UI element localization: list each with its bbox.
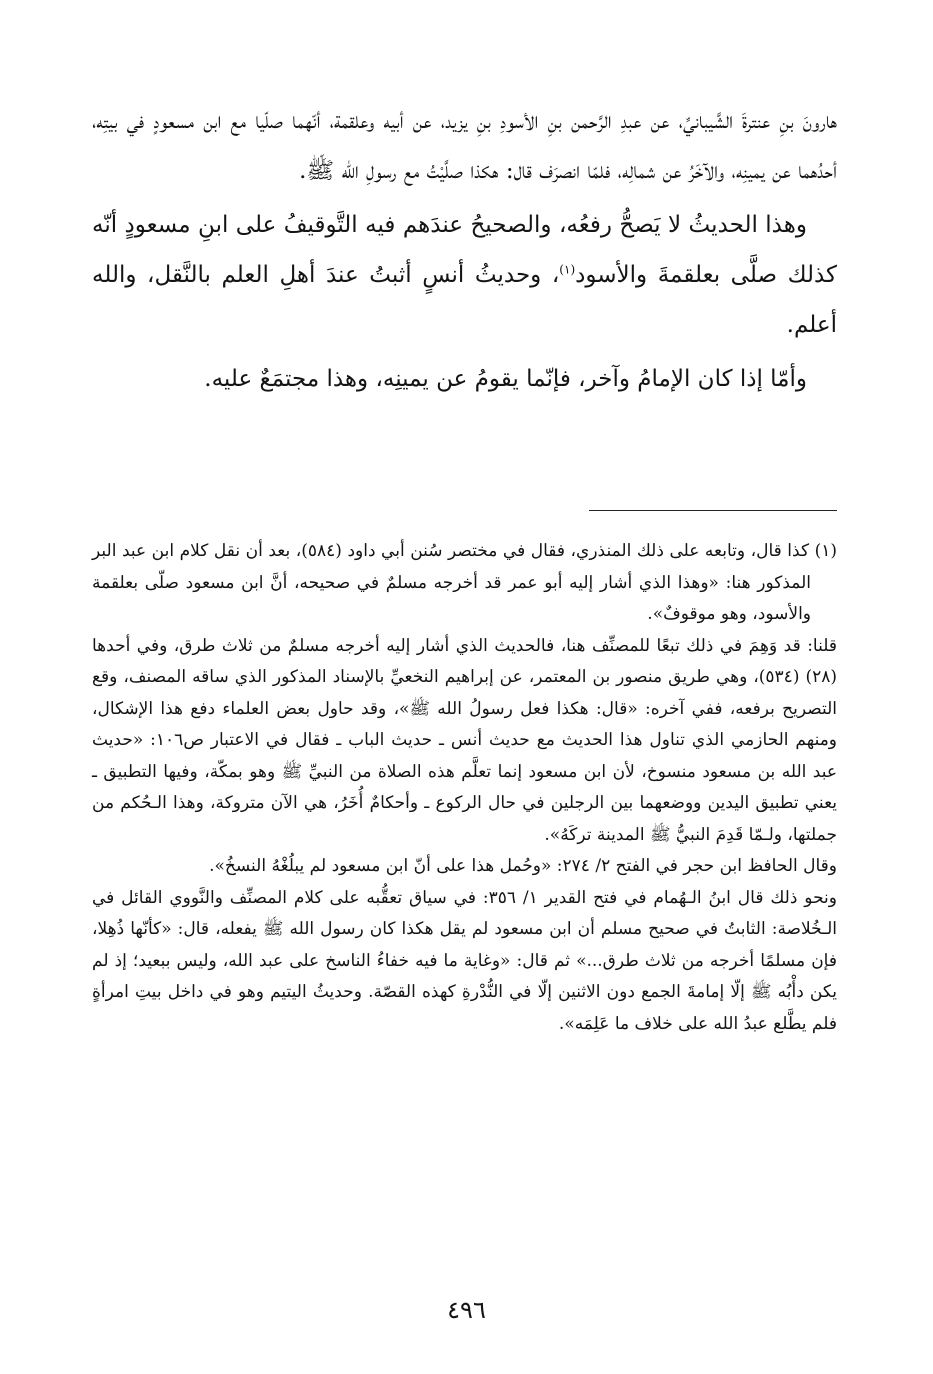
footnote-marker[interactable]: (١) [559,262,576,277]
footnotes [92,536,837,1040]
footnote-1: (١) كذا قال، وتابعه على ذلك المنذري، فقال في مختصر سُنن أبي داود (٥٨٤)، بعد أن نقل كلام ابن عبد البر المذكور هنا: «وهذا الذي أشار إليه أبو عمر قد أخرجه مسلمٌ في صحيحه، أنَّ ابن مسعود صلّى بعلقمة والأسود، وهو موقوفٌ». [92,541,837,624]
page-number: ٤٩٦ [447,1296,486,1324]
main-text [92,96,837,404]
footnote-paragraph-4: ونحو ذلك قال ابنُ الـهُمام في فتح القدير ١/ ٣٥٦: في سياق تعقُّبه على كلام المصنِّف والنَّووي القائل في الـخُلاصة: الثابتُ في صحيح مسلم أن ابن مسعود لم يقل هكذا كان رسول الله ﷺ يفعله، قال: «كأنّها ذُهِلا، فإن مسلمًا أخرجه من ثلاث طرق...» ثم قال: «وغاية ما فيه خفاءُ الناسخ على عبد الله، وليس ببعيد؛ إذ لم يكن دأْبُه ﷺ إلّا إمامةَ الجمع دون الاثنين إلّا في النُّدْرةِ كهذه القصّة. وحديثُ اليتيم وهو في داخل بيتِ امرأةٍ فلم يطَّلع عبدُ الله على خلاف ما عَلِمَه». [92,887,837,1034]
paragraph-2-text-b: ، وحديثُ أنسٍ أثبتُ عندَ أهلِ العلم بالنَّقل، والله أعلم. [92,262,837,338]
paragraph-2 [92,200,837,350]
footnote-paragraph-3: وقال الحافظ ابن حجر في الفتح ٢/ ٢٧٤: «وحُمل هذا على أنّ ابن مسعود لم يبلُغْهُ النسخُ». [209,856,837,876]
footnote-paragraph-2: قلنا: قد وَهِمَ في ذلك تبعًا للمصنِّف هنا، فالحديث الذي أشار إليه أخرجه مسلمٌ من ثلاث طرق، وفي أحدها (٢٨) (٥٣٤)، وهي طريق منصور بن المعتمر، عن إبراهيم النخعيِّ بالإسناد المذكور الذي ساقه المصنف، وقع التصريح برفعه، ففي آخره: «قال: هكذا فعل رسولُ الله ﷺ»، وقد حاول بعض العلماء دفع هذا الإشكال، ومنهم الحازمي الذي تناول هذا الحديث مع حديث أنس ـ حديث الباب ـ فقال في الاعتبار ص١٠٦: «حديث عبد الله بن مسعود منسوخ، لأن ابن مسعود إنما تعلَّم هذه الصلاة من النبيِّ ﷺ وهو بمكّة، وفيها التطبيق ـ يعني تطبيق اليدين ووضعهما بين الرجلين في حال الركوع ـ وأحكامٌ أُخَرُ، هي الآن متروكة، وهذا الـحُكم من جملتها، ولـمّا قَدِمَ النبيُّ ﷺ المدينة تركَهُ». [92,635,838,845]
footnote-separator [589,510,837,511]
paragraph-3: وأمّا إذا كان الإمامُ وآخر، فإنّما يقومُ عن يمينِه، وهذا مجتمَعٌ عليه. [204,366,807,392]
paragraph-1: هارونَ بنِ عنترةَ الشَّيبانيِّ، عن عبدِ الرَّحمن بنِ الأسودِ بنِ يزيد، عن أبيه وعلقمة، أنّهما صلّيا مع ابن مسعودٍ في بيتِه، أحدُهما عن يمينِه، والآخَرُ عن شمالِه، فلمّا انصرَف قال: هكذا صلَّيْتُ مع رسولِ الله ﷺ. [92,108,837,184]
paragraph-2-text-a: وهذا الحديثُ لا يَصحُّ رفعُه، والصحيحُ عندَهم فيه التَّوقيفُ على ابنِ مسعودٍ أنّه كذلك صلَّى بعلقمةَ والأسود [92,212,837,288]
